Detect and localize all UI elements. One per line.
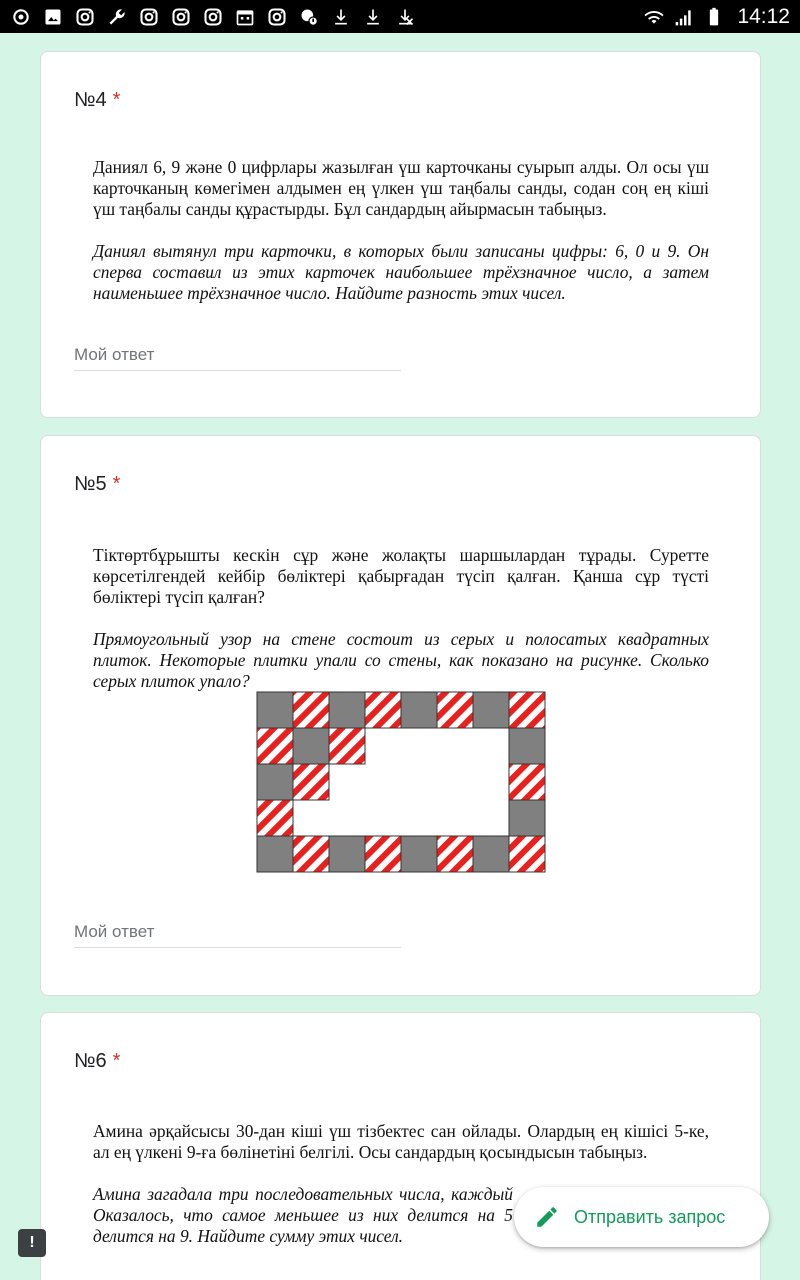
gray-tile <box>509 800 545 836</box>
question-title <box>74 89 120 112</box>
striped-tile <box>257 800 293 836</box>
striped-tile <box>365 692 401 728</box>
required-mark: * <box>112 473 121 495</box>
status-bar <box>0 0 800 33</box>
required-mark: * <box>112 89 121 111</box>
image-icon <box>42 6 64 28</box>
striped-tile <box>437 836 473 872</box>
gray-tile <box>257 836 293 872</box>
clock: 14:12 <box>737 4 790 28</box>
striped-tile <box>365 836 401 872</box>
question-text-kazakh: Амина әрқайсысы 30-дан кіші үш тізбектес сан ойлады. Олардың ең кішісі 5-ке, ал ең үлкені 9-ға бөлінетіні белгілі. Осы сандардың қосындысын табыңыз. <box>93 1121 709 1162</box>
gray-tile <box>401 692 437 728</box>
instagram-icon <box>266 6 288 28</box>
wrench-icon <box>106 6 128 28</box>
question-number: №6 <box>74 1050 107 1072</box>
download-off-icon <box>394 6 416 28</box>
location-icon <box>298 6 320 28</box>
striped-tile <box>509 692 545 728</box>
question-text-russian: Прямоугольный узор на стене состоит из серых и полосатых квадратных плиток. Некоторые плитки упали со стены, как показано на рисунке. Сколько серых плиток упало? <box>93 629 709 691</box>
required-mark: * <box>112 1050 121 1072</box>
answer-input[interactable]: Мой ответ <box>74 922 401 948</box>
gray-tile <box>257 764 293 800</box>
signal-icon <box>673 6 695 28</box>
striped-tile <box>437 692 473 728</box>
instagram-icon <box>170 6 192 28</box>
answer-input[interactable]: Мой ответ <box>74 345 401 371</box>
striped-tile <box>509 764 545 800</box>
question-title <box>74 1050 120 1073</box>
notification-icons <box>10 6 416 28</box>
gray-tile <box>473 692 509 728</box>
striped-tile <box>293 692 329 728</box>
question-number: №4 <box>74 89 107 111</box>
question-text-russian: Даниял вытянул три карточки, в которых были записаны цифры: 6, 0 и 9. Он сперва составил из этих карточек наибольшее трёхзначное число, а затем наименьшее трёхзначное число. Найдите разность этих чисел. <box>93 241 709 303</box>
question-card-4 <box>40 51 761 418</box>
tile-pattern-image <box>256 691 546 873</box>
striped-tile <box>509 836 545 872</box>
send-request-button[interactable] <box>514 1187 769 1247</box>
striped-tile <box>293 836 329 872</box>
question-text-russian: Амина загадала три последовательных числа, каждый Оказалось, что самое меньшее из них делится на 5 делится на 9. Найдите сумму этих чисел. <box>93 1184 513 1246</box>
striped-tile <box>257 728 293 764</box>
gray-tile <box>329 836 365 872</box>
gray-tile <box>473 836 509 872</box>
system-icons <box>643 5 790 29</box>
question-card-5 <box>40 435 761 996</box>
question-text-kazakh: Даниял 6, 9 және 0 цифрлары жазылған үш карточканы суырып алды. Ол осы үш карточканың көмегімен алдымен ең үлкен үш таңбалы санды, содан соң ең кіші үш таңбалы санды құрастырды. Бұл сандардың айырмасын табыңыз. <box>93 157 709 219</box>
sync-icon <box>10 6 32 28</box>
striped-tile <box>293 764 329 800</box>
instagram-icon <box>202 6 224 28</box>
send-request-label: Отправить запрос <box>574 1206 726 1227</box>
pencil-icon <box>534 1204 560 1230</box>
question-number: №5 <box>74 473 107 495</box>
battery-icon <box>703 6 725 28</box>
gray-tile <box>329 692 365 728</box>
gray-tile <box>401 836 437 872</box>
calendar-icon <box>234 6 256 28</box>
instagram-icon <box>138 6 160 28</box>
instagram-icon <box>74 6 96 28</box>
gray-tile <box>293 728 329 764</box>
download-icon <box>362 6 384 28</box>
question-title <box>74 473 120 496</box>
question-text-kazakh: Тіктөртбұрышты кескін сұр және жолақты шаршылардан тұрады. Суретте көрсетілгендей кейбір бөліктері қабырғадан түсіп қалған. Қанша сұр түсті бөліктері түсіп қалған? <box>93 545 709 607</box>
gray-tile <box>257 692 293 728</box>
download-icon <box>330 6 352 28</box>
feedback-icon[interactable]: ! <box>18 1229 46 1257</box>
gray-tile <box>509 728 545 764</box>
striped-tile <box>329 728 365 764</box>
wifi-icon <box>643 6 665 28</box>
